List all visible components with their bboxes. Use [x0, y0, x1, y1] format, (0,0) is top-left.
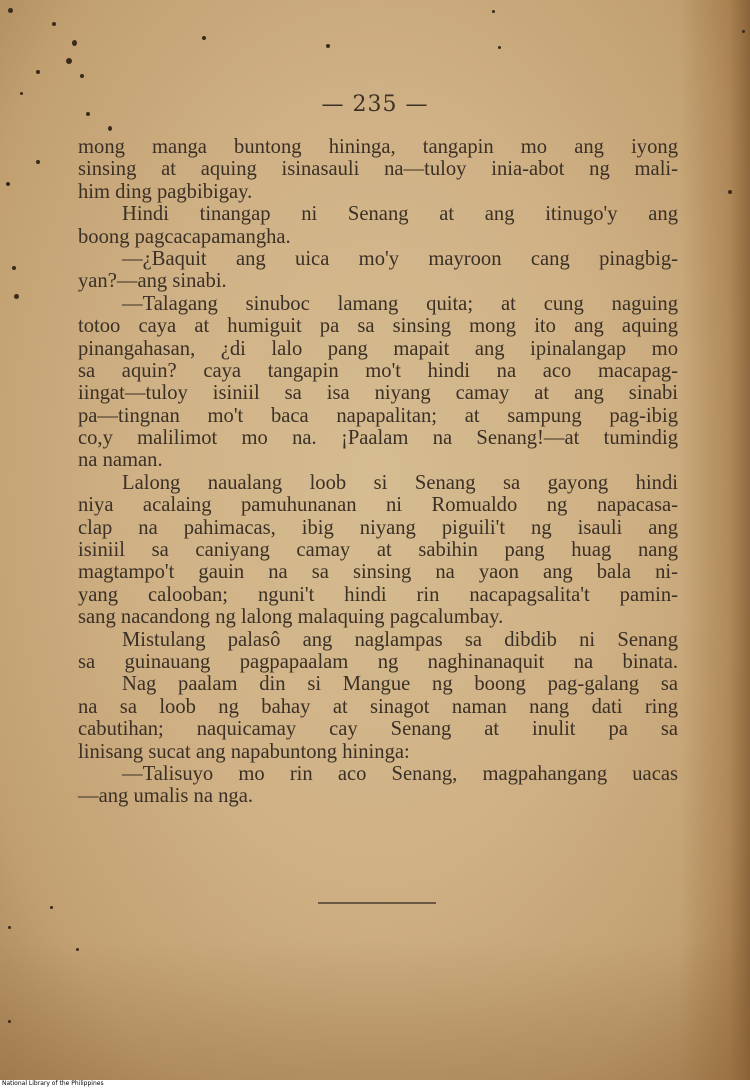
text-line: niya acalaing pamuhunanan ni Romualdo ng napacasa- [78, 494, 678, 517]
text-line: na sa loob ng bahay at sinagot naman nang dati ring [78, 695, 678, 718]
text-line: mong manga buntong hininga, tangapin mo ang iyong [78, 136, 678, 158]
text-line: na naman. [78, 449, 163, 472]
ink-speck [52, 22, 56, 26]
text-line: yang calooban; nguni't hindi rin nacapagsalita't pamin- [78, 583, 678, 606]
library-credit: National Library of the Philippines [0, 1080, 750, 1088]
ink-speck [66, 58, 72, 64]
text-line: Nag paalam din si Mangue ng boong pag-galang sa [122, 673, 678, 696]
text-line: clap na pahimacas, ibig niyang piguili't ng isauli ang [78, 516, 678, 539]
text-line: —ang umalis na nga. [78, 785, 254, 808]
text-line: isiniil sa caniyang camay at sabihin pang huag nang [78, 539, 678, 562]
text-line: cabutihan; naquicamay cay Senang at inulit pa sa [78, 718, 678, 741]
ink-speck [202, 36, 206, 40]
text-line: co,y malilimot mo na. ¡Paalam na Senang!—at tumindig [78, 427, 678, 450]
text-line: totoo caya at humiguit pa sa sinsing mong ito ang aquing [78, 315, 678, 338]
text-line: him ding pagbibigay. [78, 180, 253, 203]
ink-speck [498, 46, 501, 49]
ink-speck [36, 160, 40, 164]
ink-speck [492, 10, 495, 13]
ink-speck [72, 40, 77, 46]
ink-speck [14, 294, 19, 299]
ink-speck [12, 266, 16, 270]
ink-speck [76, 948, 79, 951]
text-line: Mistulang palasô ang naglampas sa dibdib ni Senang [122, 628, 678, 651]
ink-speck [108, 126, 112, 131]
text-line: iingat—tuloy isiniil sa isa niyang camay at ang sinabi [78, 382, 678, 405]
text-line: magtampo't gauin na sa sinsing na yaon ang bala ni- [78, 561, 678, 584]
text-line: linisang sucat ang napabuntong hininga: [78, 740, 410, 763]
ink-speck [742, 30, 745, 33]
ink-speck [6, 182, 10, 186]
text-line: pinangahasan, ¿di lalo pang mapait ang ipinalangap mo [78, 337, 678, 360]
page-edge-shadow-right [680, 0, 750, 1080]
page-number: — 235 — [321, 92, 429, 117]
text-line: Hindi tinangap ni Senang at ang itinugo'y ang [122, 203, 678, 226]
section-end-rule [318, 902, 436, 904]
text-line: yan?—ang sinabi. [78, 270, 227, 293]
ink-speck [36, 70, 40, 74]
ink-speck [8, 926, 11, 929]
ink-speck [50, 906, 53, 909]
body-text [78, 136, 678, 808]
text-line: —Talisuyo mo rin aco Senang, magpahangang uacas [122, 762, 678, 785]
ink-speck [80, 74, 84, 78]
text-line: —¿Baquit ang uica mo'y mayroon cang pinagbig- [122, 247, 678, 270]
text-line: sinsing at aquing isinasauli na—tuloy inia-abot ng mali- [78, 158, 678, 181]
ink-speck [326, 44, 330, 48]
text-line: sa aquin? caya tangapin mo't hindi na aco macapag- [78, 359, 678, 382]
text-line: Lalong naualang loob si Senang sa gayong hindi [122, 471, 678, 494]
text-line: sa guinauang pagpapaalam ng naghinanaquit na binata. [78, 650, 678, 673]
text-line: sang nacandong ng lalong malaquing pagcalumbay. [78, 606, 504, 629]
ink-speck [8, 1020, 11, 1023]
ink-speck [728, 190, 732, 194]
text-line: pa—tingnan mo't baca napapalitan; at sampung pag-ibig [78, 404, 678, 427]
ink-speck [8, 8, 13, 13]
text-line: —Talagang sinuboc lamang quita; at cung naguing [122, 292, 678, 315]
page-edge-shadow-bottom [0, 940, 750, 1080]
text-line: boong pagcacapamangha. [78, 225, 291, 248]
